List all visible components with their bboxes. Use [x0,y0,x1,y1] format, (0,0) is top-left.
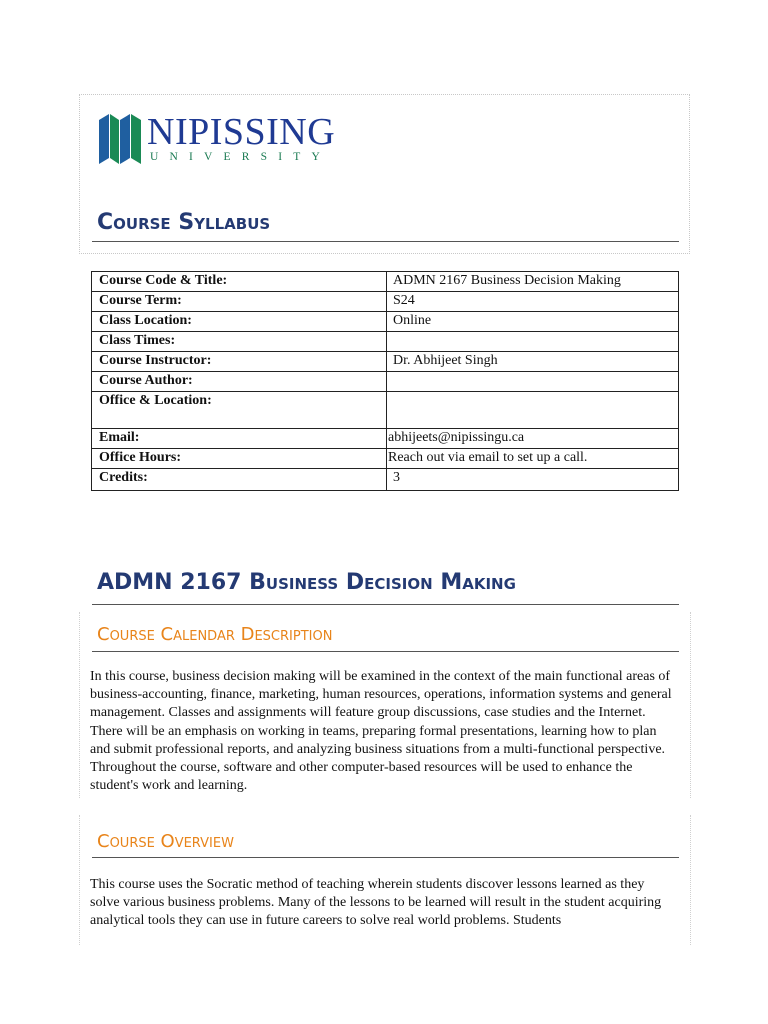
table-row [92,312,679,332]
logo-wordmark: NIPISSING [147,111,336,153]
table-row [92,392,679,429]
table-row [92,469,679,491]
row-label: Office & Location: [92,392,387,429]
university-logo [99,112,361,168]
row-value [387,372,679,392]
row-label: Course Author: [92,372,387,392]
title-divider [92,241,679,242]
calendar-description: In this course, business decision making will be examined in the context of the main functional areas of business-accounting, finance, marketing, human resources, operations, information systems and general management. Classes and assignments will feature group discussions, case studies and the Internet. There will be an emphasis on working in teams, preparing formal presentations, learning how to plan and submit professional reports, and analyzing business situations from a multi-functional perspective. Throughout the course, software and other computer-based resources will be used to enhance the student's work and learning. [90,669,672,794]
row-label: Course Term: [92,292,387,312]
table-row [92,272,679,292]
row-value: Dr. Abhijeet Singh [387,352,679,372]
table-row [92,372,679,392]
section-frame-right [690,815,691,945]
row-value: Online [387,312,679,332]
row-value: S24 [387,292,679,312]
page-title: Course Syllabus [97,210,271,235]
section-frame-left [79,815,80,945]
row-value: ADMN 2167 Business Decision Making [387,272,679,292]
row-label: Email: [92,429,387,449]
table-row [92,292,679,312]
course-heading-divider [92,604,679,605]
row-value: 3 [387,469,679,491]
overview-heading: Course Overview [97,831,234,852]
row-value: Reach out via email to set up a call. [387,449,679,469]
course-heading: ADMN 2167 Business Decision Making [97,570,516,595]
row-label: Class Location: [92,312,387,332]
email-value[interactable]: abhijeets@nipissingu.ca [387,429,679,449]
row-label: Course Code & Title: [92,272,387,292]
row-label: Credits: [92,469,387,491]
row-label: Class Times: [92,332,387,352]
logo-subtitle: UNIVERSITY [150,151,331,163]
table-row [92,429,679,449]
calendar-heading: Course Calendar Description [97,624,333,645]
row-value [387,332,679,352]
logo-mark-icon [99,112,143,166]
section-frame-right [690,612,691,798]
overview-text: This course uses the Socratic method of teaching wherein students discover lessons learned as they solve various business problems. Many of the lessons to be learned will result in the student acquiring analytical tools they can use in future careers to solve real world problems. Students [90,877,662,929]
table-row [92,449,679,469]
calendar-divider [92,651,679,652]
table-row [92,332,679,352]
overview-divider [92,857,679,858]
row-label: Office Hours: [92,449,387,469]
row-label: Course Instructor: [92,352,387,372]
section-frame-left [79,612,80,798]
course-info-table [91,271,679,491]
row-value [387,392,679,429]
table-row [92,352,679,372]
